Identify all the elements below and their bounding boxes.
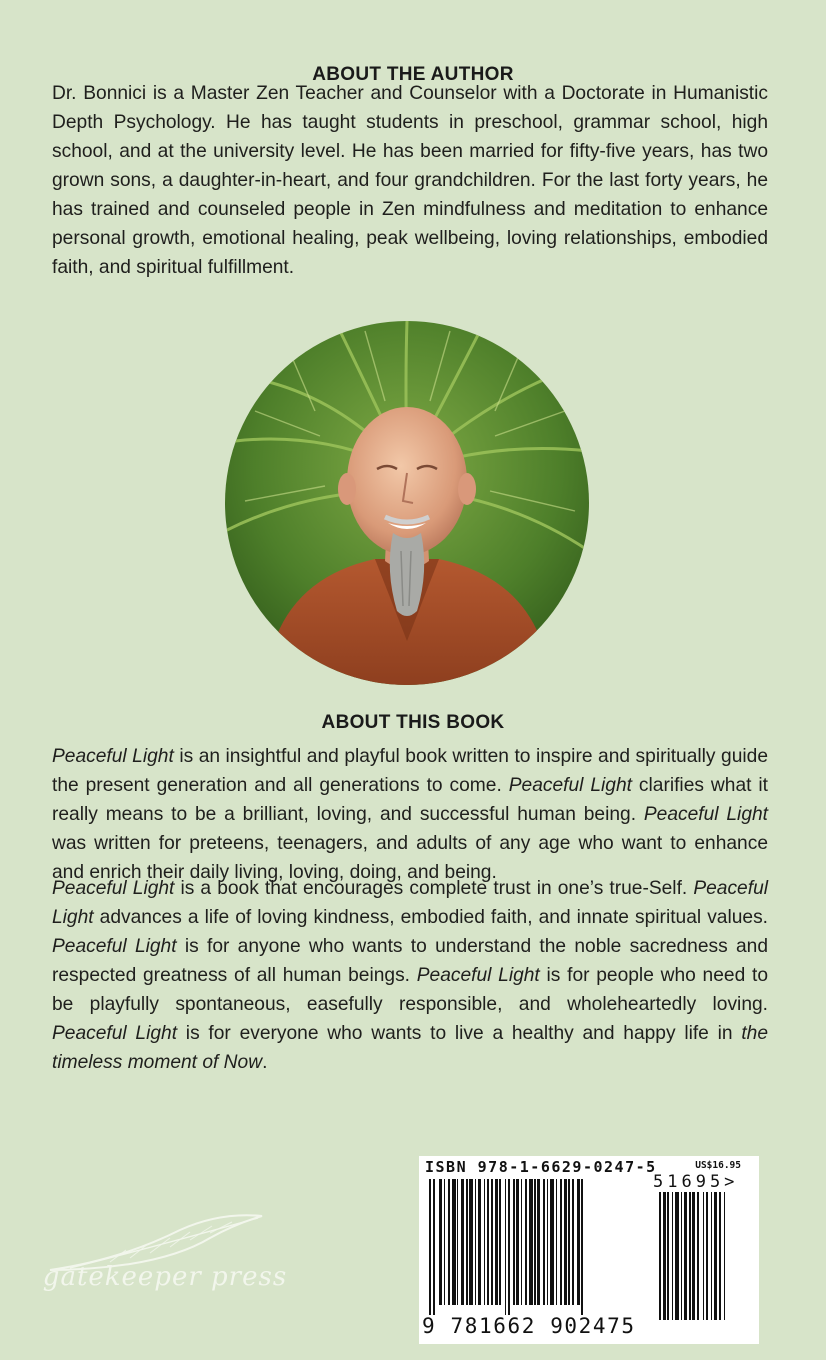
text-run: is an insightful and playful book written to inspire and spiritually guide the present generation and all generations to come. <box>52 746 768 796</box>
text-run: advances a life of loving kindness, embodied faith, and innate spiritual values. <box>93 907 768 928</box>
text-run: is for people who need to be playfully spontaneous, easefully responsible, and wholeheartedly loving. <box>52 965 768 1015</box>
text-run: . <box>262 1052 268 1073</box>
author-photo <box>225 321 589 685</box>
closing-phrase: the timeless moment of Now <box>52 1023 768 1073</box>
book-title: Peaceful Light <box>52 1023 178 1044</box>
price-label: US$16.95 <box>695 1160 741 1171</box>
about-author-heading: ABOUT THE AUTHOR <box>312 64 514 85</box>
book-title: Peaceful Light <box>643 804 768 825</box>
book-title: Peaceful Light <box>52 878 768 928</box>
publisher-logo <box>30 1200 300 1310</box>
book-title: Peaceful Light <box>52 936 177 957</box>
addon-digits: 51695> <box>653 1172 739 1192</box>
text-run: is for everyone who wants to live a healthy and happy life in <box>177 1023 742 1044</box>
addon-barcode-bars <box>659 1192 751 1330</box>
ean-barcode-bars <box>429 1179 641 1315</box>
author-bio: Dr. Bonnici is a Master Zen Teacher and Counselor with a Doctorate in Humanistic Depth Psychology. He has taught students in preschool, grammar school, high school, and at the university level. He has been married for fifty-five years, has two grown sons, a daughter-in-heart, and four grandchildren. For the last forty years, he has trained and counseled people in Zen mindfulness and meditation to enhance personal growth, emotional healing, peak wellbeing, loving relationships, embodied faith, and spiritual fulfillment. <box>52 83 768 278</box>
book-title: Peaceful Light <box>52 746 174 767</box>
text-run: is for anyone who wants to understand the noble sacredness and respected greatness of all human beings. <box>52 936 769 986</box>
text-run: is a book that encourages complete trust in one’s true-Self. <box>174 878 694 899</box>
about-book-heading: ABOUT THIS BOOK <box>321 712 505 733</box>
text-run: clarifies what it really means to be a brilliant, loving, and successful human being. <box>52 775 768 825</box>
text-run: was written for preteens, teenagers, and adults of any age who want to enhance and enrich their daily living, loving, doing, and being. <box>52 833 768 883</box>
isbn-barcode <box>419 1156 759 1344</box>
book-title: Peaceful Light <box>416 965 540 986</box>
ean-digits: 9 781662 902475 <box>422 1314 636 1338</box>
book-description-paragraph <box>52 742 768 887</box>
isbn-label: ISBN 978-1-6629-0247-5 <box>425 1158 657 1176</box>
book-title: Peaceful Light <box>508 775 632 796</box>
book-title: Peaceful Light <box>52 878 175 899</box>
book-description-paragraph <box>52 874 768 1077</box>
publisher-name: gatekeeper press <box>42 1262 288 1292</box>
